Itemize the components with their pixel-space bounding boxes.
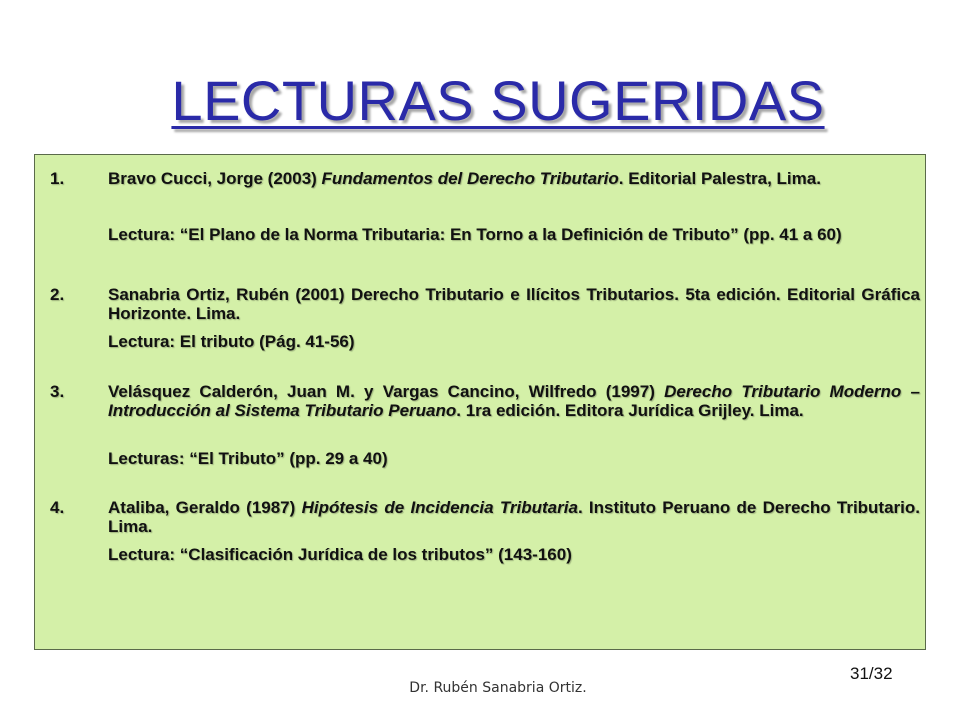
reading-number: 2. (50, 285, 65, 304)
reading-citation (108, 498, 920, 536)
citation-author: Bravo Cucci, Jorge (2003) (108, 169, 322, 188)
citation-publisher: . Instituto Peruano de Derecho Tributario. Lima. (108, 498, 920, 536)
reading-citation: Sanabria Ortiz, Rubén (2001) Derecho Tributario e Ilícitos Tributarios. 5ta edición. Editorial Gráfica Horizonte. Lima. (108, 285, 920, 323)
reading-lectura: Lectura: “Clasificación Jurídica de los tributos” (143-160) (108, 545, 572, 564)
citation-author: Ataliba, Geraldo (1987) (108, 498, 302, 517)
citation-book-title: Fundamentos del Derecho Tributario (321, 169, 619, 188)
reading-lectura: Lecturas: “El Tributo” (pp. 29 a 40) (108, 449, 388, 468)
citation-publisher: . Editorial Palestra, Lima. (618, 169, 821, 188)
footer-author: Dr. Rubén Sanabria Ortiz. (409, 680, 587, 696)
slide-title: LECTURAS SUGERIDAS (171, 69, 825, 132)
citation-book-title: Derecho Tributario Moderno – Introducción al Sistema Tributario Peruano (108, 382, 920, 420)
citation-author: Velásquez Calderón, Juan M. y Vargas Cancino, Wilfredo (1997) (108, 382, 665, 401)
reading-lectura: Lectura: “El Plano de la Norma Tributaria: En Torno a la Definición de Tributo” (pp. 41 a 60) (108, 225, 842, 244)
citation-publisher: . 1ra edición. Editora Jurídica Grijley. Lima. (456, 401, 804, 420)
page-number: 31/32 (850, 664, 893, 683)
reading-citation (108, 169, 920, 188)
reading-number: 4. (50, 498, 65, 517)
reading-number: 3. (50, 382, 65, 401)
reading-number: 1. (50, 169, 65, 188)
reading-citation (108, 382, 920, 420)
citation-book-title: Hipótesis de Incidencia Tributaria (301, 498, 578, 517)
reading-lectura: Lectura: El tributo (Pág. 41-56) (108, 332, 355, 351)
readings-panel (34, 154, 926, 650)
